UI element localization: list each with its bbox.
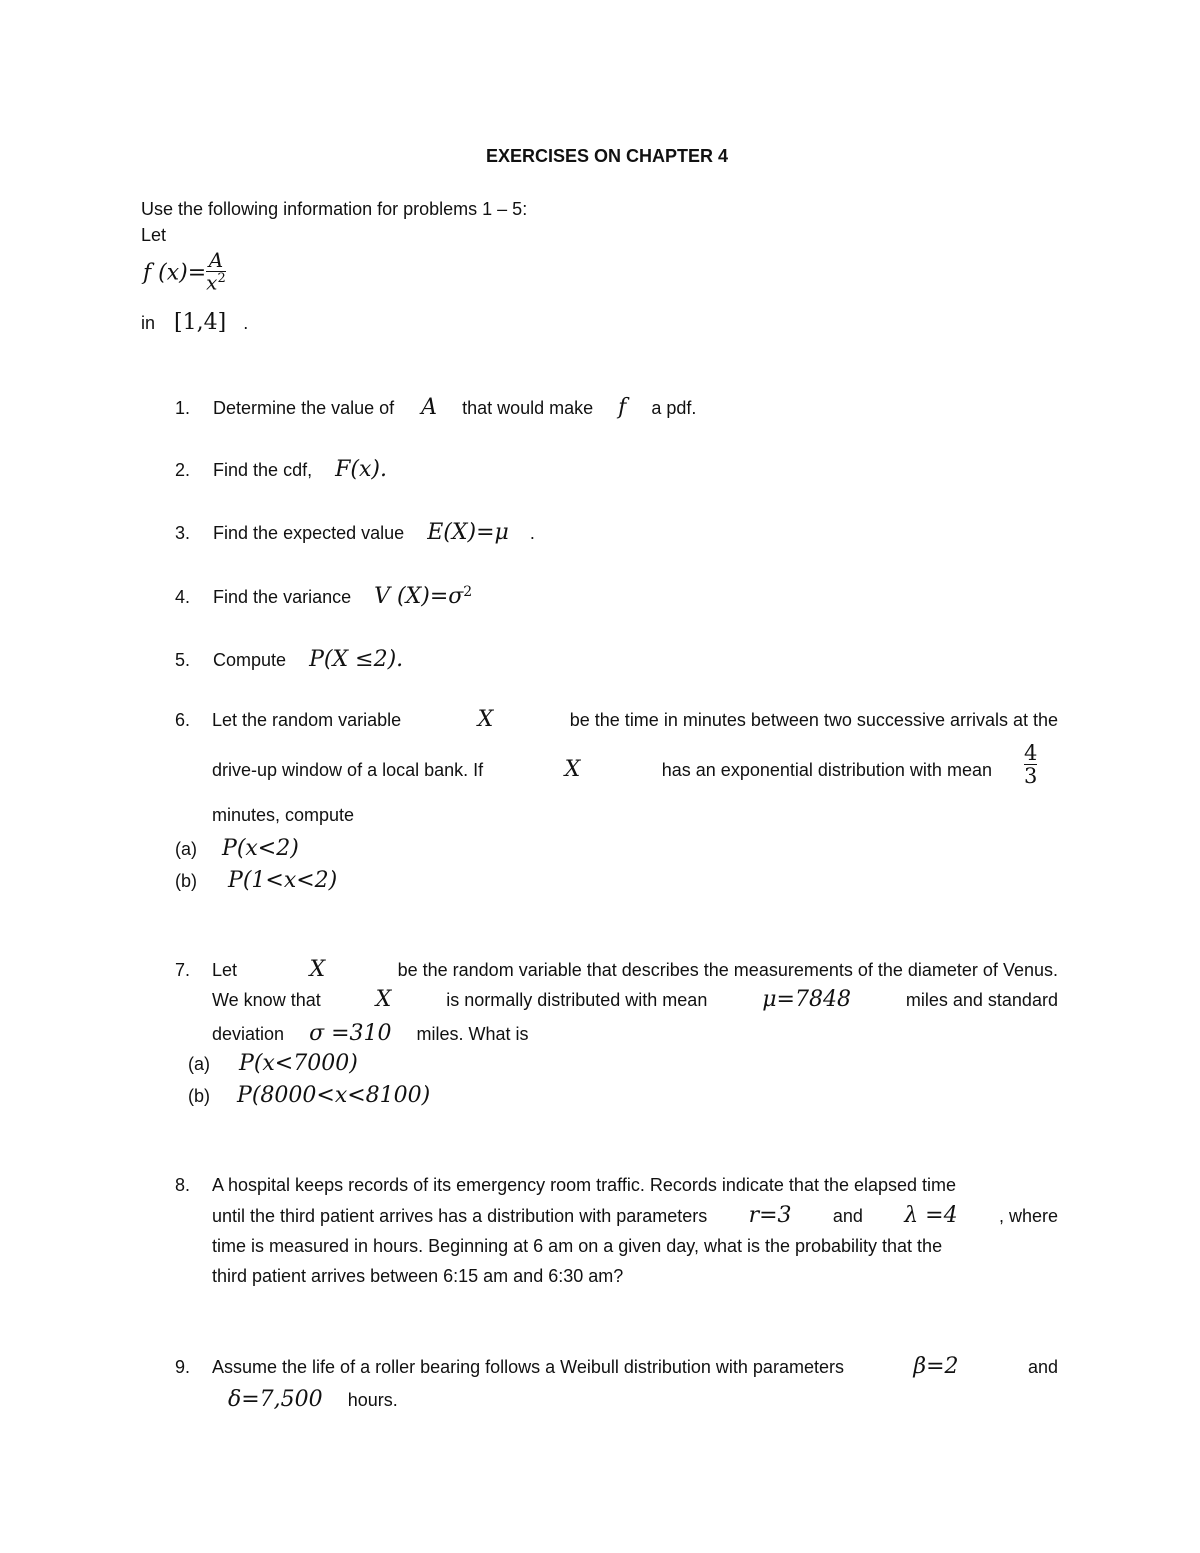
math-expr: V (X)=σ <box>374 584 464 609</box>
page-title: EXERCISES ON CHAPTER 4 <box>486 146 729 166</box>
formula-fraction <box>206 250 226 294</box>
part-label: (b) <box>188 1086 210 1106</box>
intro-line: Use the following information for problems 1 – 5: <box>141 199 528 219</box>
formula-numerator: A <box>208 248 224 272</box>
math-expr: λ =4 <box>904 1203 958 1228</box>
problem-8-number: 8. <box>175 1175 191 1195</box>
problem-6b <box>175 868 337 893</box>
problem-text: deviation <box>212 1024 285 1044</box>
fraction-numerator: 4 <box>1024 741 1038 765</box>
problem-text: Find the cdf, <box>213 460 313 480</box>
interval-dot: . <box>243 313 249 333</box>
formula-exponent: 2 <box>217 271 226 286</box>
math-expr: P(x<2) <box>222 836 299 861</box>
problem-text: Let the random variable <box>212 710 402 730</box>
math-expr: σ =310 <box>309 1021 392 1046</box>
math-expr: X <box>564 757 581 782</box>
problem-text: and <box>1027 1357 1058 1377</box>
problem-7b <box>188 1083 430 1108</box>
problem-8-line-4: third patient arrives between 6:15 am and 6:30 am? <box>212 1266 624 1286</box>
math-expr: P(X ≤2). <box>309 647 404 672</box>
math-expr: X <box>477 707 494 732</box>
problem-text: is normally distributed with mean <box>446 990 708 1010</box>
problem-8-line-3: time is measured in hours. Beginning at 6 am on a given day, what is the probability that the <box>212 1236 943 1256</box>
intro-let: Let <box>141 225 167 245</box>
problem-text: drive-up window of a local bank. If <box>212 760 484 780</box>
problem-number: 5. <box>175 650 191 670</box>
problem-text: Compute <box>213 650 287 670</box>
problem-number: 2. <box>175 460 191 480</box>
problem-7-line-2 <box>212 987 1058 1012</box>
problem-text: miles and standard <box>905 990 1058 1010</box>
problem-2 <box>175 457 387 482</box>
fraction-denominator: 3 <box>1024 764 1038 789</box>
problem-text: Let <box>212 960 238 980</box>
part-label: (a) <box>188 1054 210 1074</box>
mean-fraction <box>1024 742 1037 787</box>
math-expr: f <box>618 395 627 420</box>
problem-text: a pdf. <box>651 398 697 418</box>
problem-text: Determine the value of <box>213 398 395 418</box>
problem-text: miles. What is <box>416 1024 529 1044</box>
problem-9-line-2 <box>228 1387 398 1412</box>
problem-text: Find the variance <box>213 587 352 607</box>
math-exponent: 2 <box>463 584 473 600</box>
part-label: (a) <box>175 839 197 859</box>
math-expr: X <box>309 957 326 982</box>
problem-number: 4. <box>175 587 191 607</box>
problem-7a <box>188 1051 358 1076</box>
problem-text: be the time in minutes between two successive arrivals at the <box>569 710 1058 730</box>
problem-text: until the third patient arrives has a distribution with parameters <box>212 1206 708 1226</box>
problem-text: . <box>529 523 535 543</box>
problem-6-line-3: minutes, compute <box>212 805 355 825</box>
formula-denominator: x <box>206 270 218 295</box>
problem-4 <box>175 584 472 609</box>
formula-lhs: f (x)= <box>143 260 207 286</box>
problem-text: that would make <box>462 398 594 418</box>
problem-8-line-1: A hospital keeps records of its emergency room traffic. Records indicate that the elapsed time <box>212 1175 957 1195</box>
math-expr: P(x<7000) <box>239 1051 358 1076</box>
problem-number: 3. <box>175 523 191 543</box>
problem-6a <box>175 836 299 861</box>
interval-value: [1,4] <box>174 310 227 335</box>
problem-text: Assume the life of a roller bearing follows a Weibull distribution with parameters <box>212 1357 844 1377</box>
problem-text: , where <box>998 1206 1058 1226</box>
problem-9-line-1 <box>212 1354 1058 1379</box>
math-expr: δ=7,500 <box>228 1387 323 1412</box>
math-expr: X <box>375 987 392 1012</box>
problem-7-line-3 <box>212 1021 529 1046</box>
problem-7-line-1 <box>212 957 1058 982</box>
problem-text: We know that <box>212 990 321 1010</box>
math-expr: A <box>421 395 438 420</box>
problem-7-number: 7. <box>175 960 191 980</box>
math-expr: F(x). <box>335 457 387 482</box>
math-expr: E(X)=μ <box>427 520 509 545</box>
part-label: (b) <box>175 871 197 891</box>
interval-line <box>141 310 248 335</box>
math-expr: P(8000<x<8100) <box>237 1083 431 1108</box>
math-expr: μ=7848 <box>762 987 851 1012</box>
problem-6-line-1 <box>212 707 1058 732</box>
math-expr: β=2 <box>913 1354 959 1379</box>
problem-6-line-2 <box>212 757 992 782</box>
problem-text: hours. <box>347 1390 398 1410</box>
problem-text: Find the expected value <box>213 523 405 543</box>
problem-5 <box>175 647 403 672</box>
in-word: in <box>141 313 156 333</box>
problem-number: 1. <box>175 398 191 418</box>
pdf-formula <box>143 250 226 294</box>
math-expr: r=3 <box>748 1203 792 1228</box>
problem-9-number: 9. <box>175 1357 191 1377</box>
math-expr: P(1<x<2) <box>228 868 338 893</box>
problem-text: and <box>832 1206 863 1226</box>
problem-3 <box>175 520 535 545</box>
problem-6-number: 6. <box>175 710 191 730</box>
problem-1 <box>175 395 696 420</box>
problem-8-line-2 <box>212 1203 1058 1228</box>
problem-text: has an exponential distribution with mean <box>661 760 992 780</box>
problem-text: be the random variable that describes the measurements of the diameter of Venus. <box>397 960 1058 980</box>
